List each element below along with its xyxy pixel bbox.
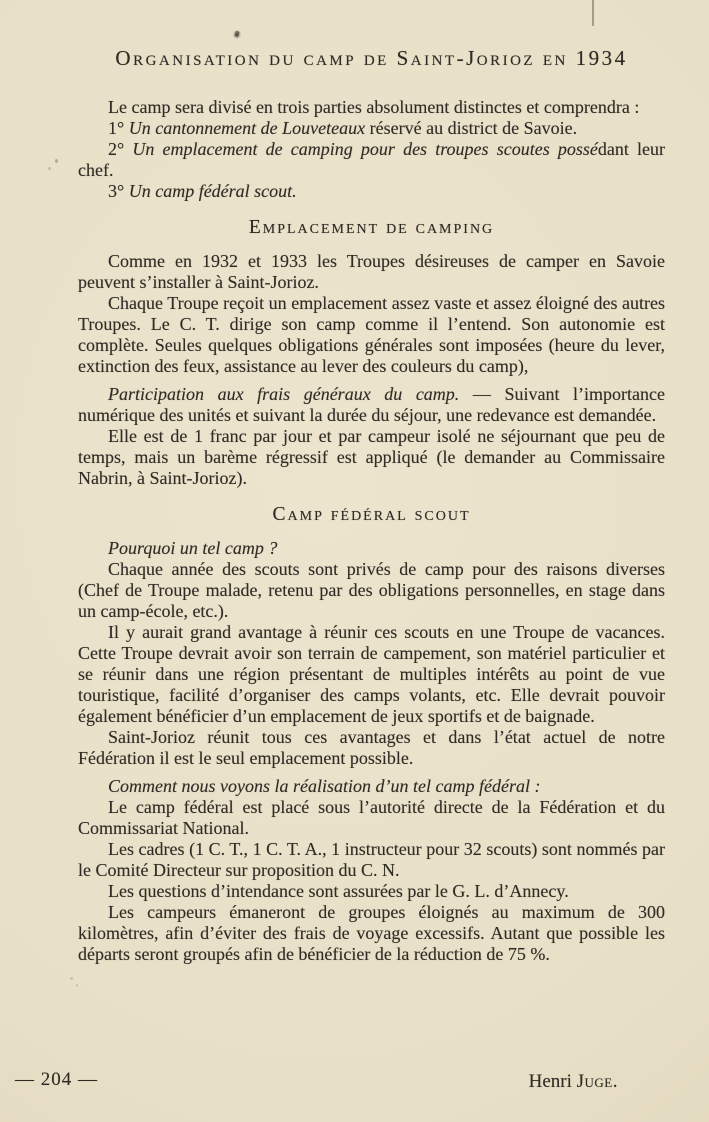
paragraph-pourquoi <box>78 538 665 559</box>
body-text: réservé au district de Savoie. <box>365 118 578 138</box>
list-item-1 <box>78 118 665 139</box>
paragraph-saint-jorioz <box>78 727 665 769</box>
author-first-name: Henri <box>528 1071 577 1092</box>
body-text: Chaque Troupe reçoit un emplacement assez vaste et assez éloigné des autres Troupes. Le C. T. dirige son camp comme il l’entend. Son autonomie est complète. Seules quelques obligations générales sont imposées (heure du lever, extinction des feux, assistance au lever des couleurs du camp), <box>78 293 665 376</box>
body-text: 2° <box>108 139 133 159</box>
body-text: Les cadres (1 C. T., 1 C. T. A., 1 instructeur pour 32 scouts) sont nommés par le Comité Directeur sur proposition du C. N. <box>78 839 665 880</box>
list-item-3 <box>78 181 665 202</box>
body-text: dant leur chef. <box>78 139 665 180</box>
paragraph-intendance <box>78 881 665 902</box>
author-surname: Juge. <box>576 1071 618 1092</box>
body-text: — Suivant l’importance numérique des unités et suivant la durée du séjour, une redevance est demandée. <box>78 384 665 425</box>
body-text: 3° <box>108 181 129 201</box>
paragraph-les-cadres <box>78 839 665 881</box>
scan-speck <box>48 167 51 170</box>
paragraph-chaque-troupe <box>78 293 665 377</box>
document-body <box>78 97 665 965</box>
paragraph-comme <box>78 251 665 293</box>
italic-text: Un camp fédéral scout. <box>128 181 297 201</box>
body-text: Le camp fédéral est placé sous l’autorité directe de la Fédération et du Commissariat National. <box>78 797 665 838</box>
scan-speck <box>76 984 78 987</box>
section-heading-emplacement: Emplacement de camping <box>248 217 495 238</box>
body-text: Les questions d’intendance sont assurées par le G. L. d’Annecy. <box>108 881 569 901</box>
paragraph-participation <box>78 384 665 426</box>
document-title: Organisation du camp de Saint-Jorioz en 1934 <box>115 46 628 70</box>
italic-text: Participation aux frais généraux du camp. <box>108 384 460 404</box>
list-item-2 <box>78 139 665 181</box>
italic-text: Un cantonnement de Louveteaux <box>128 118 366 138</box>
page-number: — 204 — <box>15 1069 98 1090</box>
body-text: Il y aurait grand avantage à réunir ces scouts en une Troupe de vacances. Cette Troupe devrait avoir son terrain de campement, son matériel particulier et se réunir dans une région présentant de multiples intérêts au point de vue touristique, facilité d’organiser des camps volants, etc. Elle devrait pouvoir également bénéficier d’un emplacement de jeux sportifs et de baignade. <box>78 622 665 726</box>
italic-text: Un emplacement de camping pour des troupes scoutes possé <box>132 139 598 159</box>
body-text: Le camp sera divisé en trois parties absolument distinctes et comprendra : <box>108 97 640 117</box>
italic-text: Comment nous voyons la réalisation d’un tel camp fédéral : <box>108 776 541 796</box>
intro-paragraph <box>78 97 665 118</box>
body-text: Saint-Jorioz réunit tous ces avantages et dans l’état actuel de notre Fédération il est le seul emplacement possible. <box>78 727 665 768</box>
paragraph-comment <box>78 776 665 797</box>
paragraph-il-y-aurait <box>78 622 665 727</box>
paragraph-chaque-annee <box>78 559 665 622</box>
paragraph-le-camp-federal <box>78 797 665 839</box>
italic-text: Pourquoi un tel camp ? <box>108 538 278 558</box>
body-text: Chaque année des scouts sont privés de camp pour des raisons diverses (Chef de Troupe malade, retenu par des obligations personnelles, en stage dans un camp-école, etc.). <box>78 559 665 621</box>
body-text: 1° <box>108 118 129 138</box>
section-heading-camp-federal: Camp fédéral scout <box>272 504 471 525</box>
body-text: Les campeurs émaneront de groupes éloignés au maximum de 300 kilomètres, afin d’éviter des frais de voyage excessifs. Autant que possible les départs seront groupés afin de bénéficier de la réduction de 75 %. <box>78 902 665 964</box>
body-text: Elle est de 1 franc par jour et par campeur isolé ne séjournant que peu de temps, mais un barème régressif est appliqué (le demander au Commissaire Nabrin, à Saint-Jorioz). <box>78 426 665 488</box>
ink-smudge <box>231 28 243 41</box>
author-signature <box>529 1071 618 1093</box>
scan-artifact-line <box>592 0 594 26</box>
scan-speck <box>70 977 73 980</box>
scan-speck <box>55 159 58 163</box>
paragraph-campeurs <box>78 902 665 965</box>
paragraph-elle-est <box>78 426 665 489</box>
body-text: Comme en 1932 et 1933 les Troupes désireuses de camper en Savoie peuvent s’installer à Saint-Jorioz. <box>78 251 665 292</box>
